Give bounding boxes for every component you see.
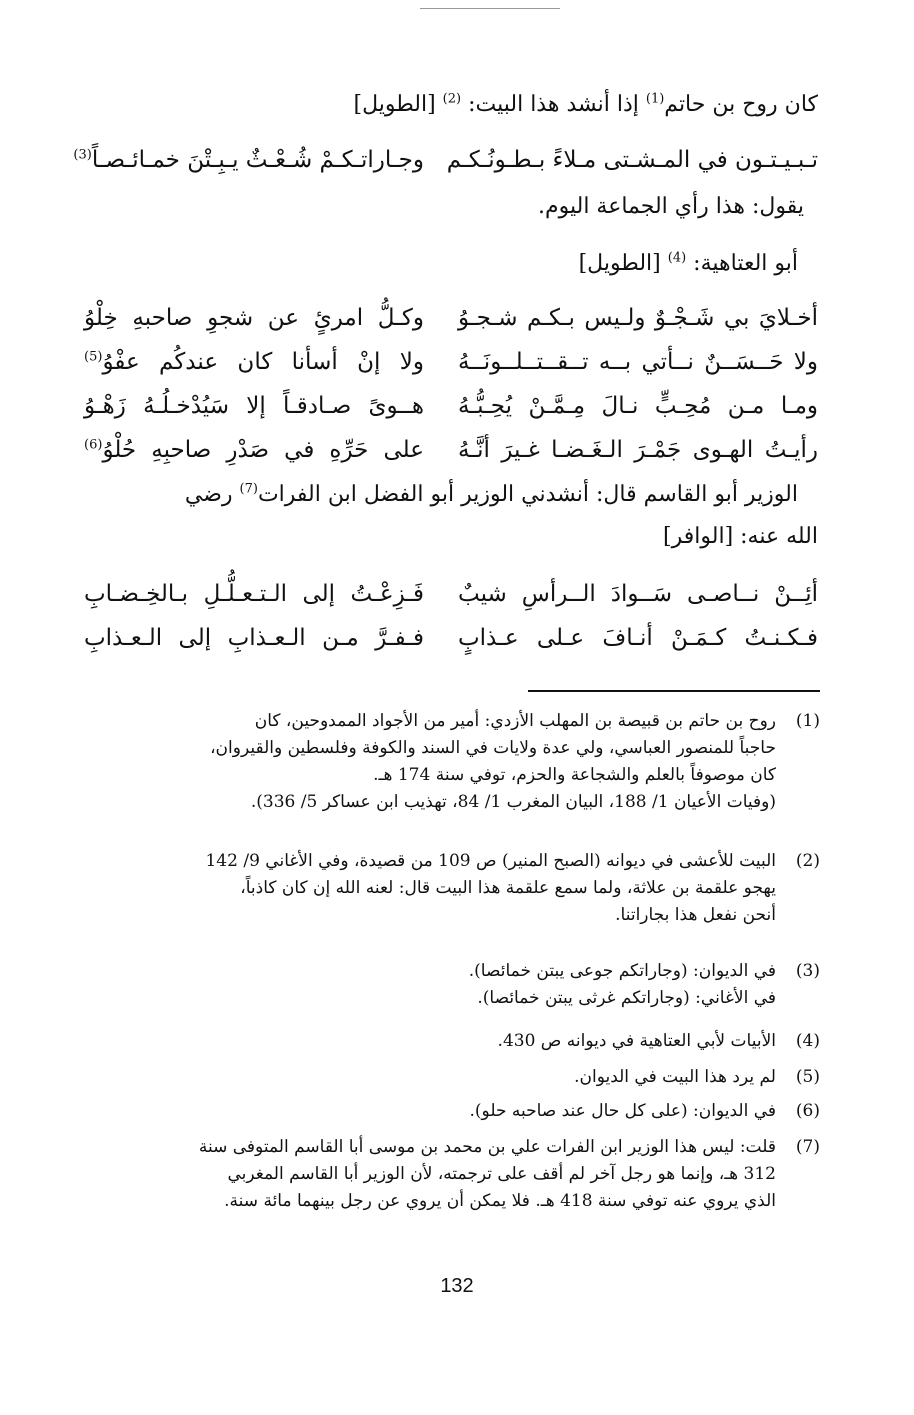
paragraph-text: رضي bbox=[184, 482, 240, 507]
verse-row bbox=[84, 342, 818, 382]
footnote-body bbox=[82, 848, 776, 929]
footnote-body bbox=[82, 958, 776, 1012]
footnote-ref: (3) bbox=[73, 147, 92, 163]
meter-label: [الطويل] bbox=[353, 92, 443, 117]
footnote-line: كان موصوفاً بالعلم والشجاعة والحزم، توفي سنة 174 هـ. bbox=[373, 765, 776, 785]
footnote-body bbox=[82, 1134, 776, 1215]
footnote-line: يهجو علقمة بن علاثة، ولما سمع علقمة هذا البيت قال: لعنه الله إن كان كاذباً، bbox=[240, 878, 776, 898]
footnote bbox=[82, 1064, 820, 1091]
footnote bbox=[82, 1028, 820, 1055]
meter-label: [الطويل] bbox=[578, 251, 668, 276]
footnote-body bbox=[82, 1028, 776, 1055]
hemistich-text: ولا إنْ أسأنا كان عندكُم عفْوُ bbox=[102, 349, 424, 375]
footnote-body bbox=[82, 1064, 776, 1091]
footnote-ref: (1) bbox=[645, 91, 665, 107]
verse-row bbox=[84, 298, 818, 338]
paragraph-text: الوزير أبو القاسم قال: أنشدني الوزير أبو الفضل ابن الفرات bbox=[257, 482, 798, 507]
verse-row bbox=[84, 618, 818, 658]
page-number: 132 bbox=[440, 1275, 474, 1297]
footnote-line: الذي يروي عنه توفي سنة 418 هـ. فلا يمكن أن يروي عن رجل بينهما مائة سنة. bbox=[224, 1191, 776, 1211]
footnote-line: أنحن نفعل هذا بجاراتنا. bbox=[615, 905, 776, 925]
footnote-ref: (7) bbox=[239, 481, 258, 497]
verse-row bbox=[84, 574, 818, 614]
footnote bbox=[82, 1098, 820, 1125]
footnote-line: في الأغاني: (وجاراتكم غرثى يبتن خمائصا). bbox=[477, 988, 776, 1008]
footnote-ref: (6) bbox=[84, 437, 103, 453]
verse-first-hemistich: أخـلايَ بي شَـجْـوٌ ولـيس بـكـم شـجـوُ bbox=[458, 305, 818, 331]
footnote-body bbox=[82, 708, 776, 816]
verse-row bbox=[84, 430, 818, 470]
verse-row bbox=[73, 140, 818, 180]
verse-first-hemistich: أئِــنْ نــاصـى سَــوادَ الــرأسِ شيبٌ bbox=[458, 581, 818, 607]
verse-first-hemistich: ولا حَــسَــنٌ نــأتي بــه تــقــتــلــونَــهُ bbox=[458, 349, 818, 375]
top-rule bbox=[420, 8, 560, 9]
footnote bbox=[82, 848, 820, 929]
intro-text: إذا أنشد هذا البيت: bbox=[461, 92, 646, 117]
footnote-line: البيت للأعشى في ديوانه (الصبح المنير) ص 109 من قصيدة، وفي الأغاني 9/ 142 bbox=[205, 851, 776, 871]
footnote-line: 312 هـ، وإنما هو رجل آخر لم أقف على ترجمته، لأن الوزير أبا القاسم المغربي bbox=[227, 1164, 776, 1184]
footnote-number: (6) bbox=[795, 1101, 820, 1121]
footnote bbox=[82, 708, 820, 816]
comment-line: يقول: هذا رأي الجماعة اليوم. bbox=[538, 194, 804, 219]
paragraph-line bbox=[84, 480, 798, 510]
verse-second-hemistich: فـفـرَّ مـن الـعـذابِ إلى الـعـذابِ bbox=[84, 625, 424, 651]
footnote-number: (5) bbox=[795, 1067, 820, 1087]
footnote-line: حاجباً للمنصور العباسي، ولي عدة ولايات في السند والكوفة وفلسطين والقيروان، bbox=[210, 738, 776, 758]
footnote-ref: (2) bbox=[442, 91, 462, 107]
footnote-ref: (4) bbox=[667, 250, 687, 266]
verse-second-hemistich bbox=[73, 140, 424, 180]
hemistich-text: وجـاراتـكـمْ شُـعْـثٌ يـبِـتْنَ خمـائـصـاً bbox=[91, 147, 424, 173]
footnote-line: في الديوان: (وجاراتكم جوعى يبتن خمائصا). bbox=[468, 961, 776, 981]
footnote-number: (7) bbox=[795, 1137, 820, 1157]
intro-line bbox=[84, 90, 818, 120]
intro-text: كان روح بن حاتم bbox=[664, 92, 818, 117]
footnote-number: (1) bbox=[795, 711, 820, 731]
verse-first-hemistich: فـكـنـتُ كـمَـنْ أنـافَ عـلى عـذابٍ bbox=[458, 625, 818, 651]
footnote-rule bbox=[528, 690, 820, 692]
verse-first-hemistich: ومـا مـن مُحِـبٍّ نـالَ مِـمَّـنْ يُحِـبُّـهُ bbox=[458, 393, 818, 419]
verse-second-hemistich: فَـزِعْـتُ إلى الـتـعـلُّـلِ بـالخِـضـابِ bbox=[84, 581, 424, 607]
footnote bbox=[82, 958, 820, 1012]
poet-heading bbox=[84, 249, 798, 279]
verse-first-hemistich: رأيـتُ الهـوى جَمْـرَ الـغَـضـا غـيرَ أنَّـهُ bbox=[458, 437, 818, 463]
footnote-line: روح بن حاتم بن قبيصة بن المهلب الأزدي: أمير من الأجواد الممدوحين، كان bbox=[254, 711, 776, 731]
footnote-number: (4) bbox=[795, 1031, 820, 1051]
footnote-line: لم يرد هذا البيت في الديوان. bbox=[574, 1067, 776, 1087]
verse-second-hemistich: وكـلُّ امرئٍ عن شجوِ صاحبهِ خِلْوُ bbox=[84, 305, 424, 331]
footnote-body bbox=[82, 1098, 776, 1125]
verse-second-hemistich: هــوىً صـادقـاً إلا سَيُدْخـلُـهُ زَهْـوُ bbox=[84, 393, 424, 419]
footnote-ref: (5) bbox=[84, 349, 103, 365]
footnote-number: (3) bbox=[795, 961, 820, 981]
poet-name: أبو العتاهية: bbox=[686, 251, 798, 276]
paragraph-line: الله عنه: [الوافر] bbox=[663, 524, 818, 549]
verse-second-hemistich bbox=[84, 342, 424, 382]
footnote bbox=[82, 1134, 820, 1215]
footnote-line: (وفيات الأعيان 1/ 188، البيان المغرب 1/ 84، تهذيب ابن عساكر 5/ 336). bbox=[250, 792, 776, 812]
footnote-line: الأبيات لأبي العتاهية في ديوانه ص 430. bbox=[497, 1031, 776, 1051]
hemistich-text: على حَرِّهِ في صَدْرِ صاحبِهِ حُلْوُ bbox=[102, 437, 424, 463]
footnote-number: (2) bbox=[795, 851, 820, 871]
verse-row bbox=[84, 386, 818, 426]
verse-second-hemistich bbox=[84, 430, 424, 470]
verse-first-hemistich: تـبـيـتـون في المـشـتى مـلاءً بـطـونُـكـم bbox=[446, 147, 818, 173]
footnote-line: قلت: ليس هذا الوزير ابن الفرات علي بن محمد بن موسى أبا القاسم المتوفى سنة bbox=[198, 1137, 776, 1157]
footnote-line: في الديوان: (على كل حال عند صاحبه حلو). bbox=[469, 1101, 776, 1121]
